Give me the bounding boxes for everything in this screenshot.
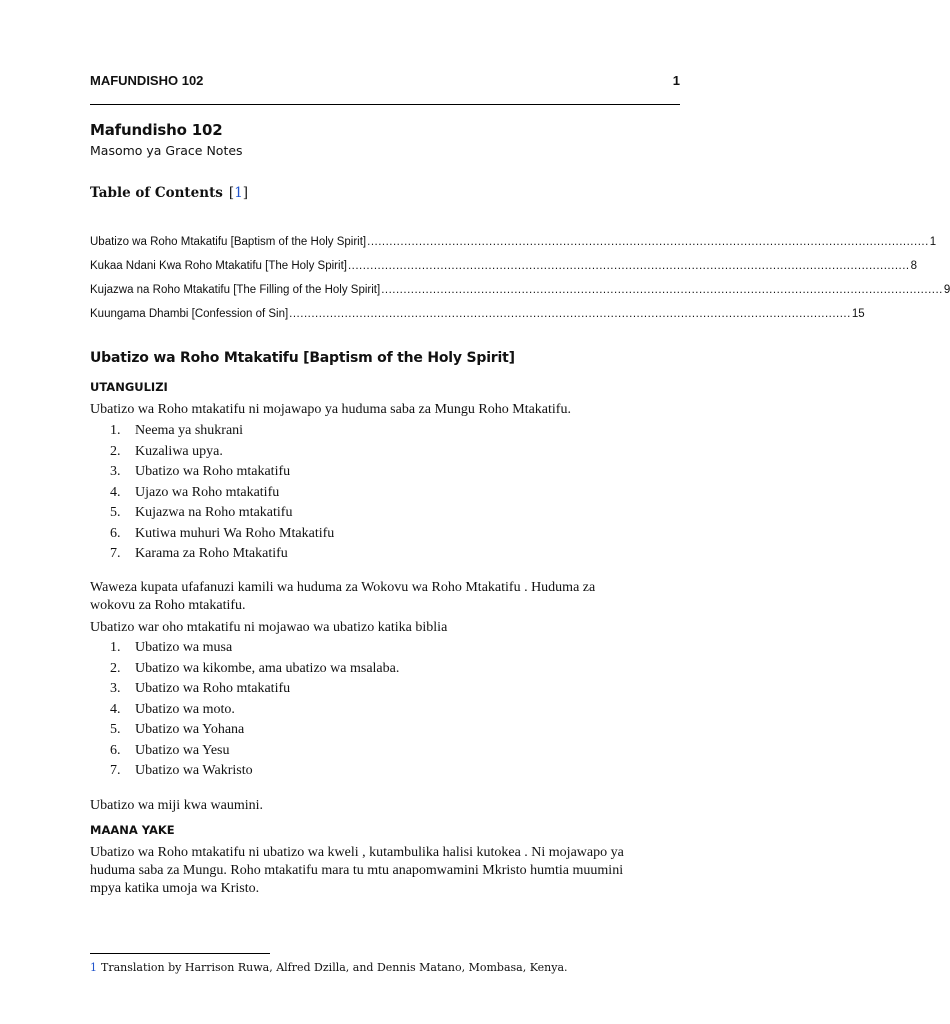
footnote <box>90 961 568 974</box>
footnote-text: Translation by Harrison Ruwa, Alfred Dzilla, and Dennis Matano, Mombasa, Kenya. <box>101 961 568 974</box>
list-item-text: Ujazo wa Roho mtakatifu <box>135 484 280 500</box>
document-subtitle: Masomo ya Grace Notes <box>90 143 243 158</box>
list-item: 6. Ubatizo wa Yesu <box>110 741 399 762</box>
list-item-text: Ubatizo wa Roho mtakatifu <box>135 464 291 479</box>
toc-heading-text: Table of Contents <box>90 185 223 201</box>
baptisms-list <box>110 638 399 782</box>
toc-entry[interactable] <box>90 254 918 278</box>
subheading-utangulizi: UTANGULIZI <box>90 380 168 394</box>
table-of-contents <box>90 230 950 326</box>
toc-entry-page[interactable]: 15 <box>851 308 865 320</box>
toc-entry[interactable] <box>90 278 950 302</box>
footnote-rule <box>90 953 270 954</box>
list-item-text: Karama za Roho Mtakatifu <box>135 546 288 561</box>
paragraph-huduma <box>90 579 660 615</box>
list-item-text: Neema ya shukrani <box>135 423 244 438</box>
toc-entry[interactable] <box>90 230 937 254</box>
list-item: 4. Ubatizo wa moto. <box>110 700 399 721</box>
list-item: 3. Ubatizo wa Roho mtakatifu <box>110 679 399 700</box>
toc-footnote-number[interactable]: 1 <box>234 185 243 201</box>
paragraph-maana <box>90 844 670 898</box>
list-item-text: Ubatizo wa kikombe, ama ubatizo wa msalaba. <box>135 660 400 676</box>
list-item: 1. Ubatizo wa musa <box>110 638 399 659</box>
page-number: 1 <box>672 72 680 88</box>
list-item: 1. Neema ya shukrani <box>110 421 334 442</box>
list-item-text: Ubatizo wa Yohana <box>135 722 245 737</box>
list-item: 2. Kuzaliwa upya. <box>110 442 334 463</box>
list-item-text: Kujazwa na Roho mtakatifu <box>135 505 293 520</box>
list-item-text: Ubatizo wa Roho mtakatifu <box>135 681 291 696</box>
services-list <box>110 421 334 565</box>
toc-entry[interactable] <box>90 302 865 326</box>
toc-leader-dots: ........................................................................................................................................................ <box>367 236 929 248</box>
footnote-number[interactable]: 1 <box>90 961 97 974</box>
list-item: 3. Ubatizo wa Roho mtakatifu <box>110 462 334 483</box>
intro-paragraph: Ubatizo wa Roho mtakatifu ni mojawapo ya huduma saba za Mungu Roho Mtakatifu. <box>90 402 571 417</box>
toc-entry-title[interactable]: Ubatizo wa Roho Mtakatifu [Baptism of the Holy Spirit] <box>90 236 367 248</box>
subheading-maana-yake: MAANA YAKE <box>90 823 175 837</box>
list-item: 5. Kujazwa na Roho mtakatifu <box>110 503 334 524</box>
list-item-text: Kuzaliwa upya. <box>135 443 223 459</box>
toc-footnote-ref[interactable]: [1] <box>228 185 249 201</box>
list-item: 5. Ubatizo wa Yohana <box>110 720 399 741</box>
toc-heading <box>90 185 248 201</box>
list-item-text: Ubatizo wa Wakristo <box>135 763 253 778</box>
paragraph-line: Waweza kupata ufafanuzi kamili wa huduma za Wokovu wa Roho Mtakatifu . Huduma za <box>90 580 596 595</box>
list-item-text: Kutiwa muhuri Wa Roho Mtakatifu <box>135 525 335 541</box>
toc-entry-page[interactable]: 9 <box>943 284 950 296</box>
list-item: 7. Karama za Roho Mtakatifu <box>110 544 334 565</box>
toc-leader-dots: ........................................................................................................................................................ <box>289 308 851 320</box>
list-item-text: Ubatizo wa Yesu <box>135 742 230 758</box>
toc-leader-dots: ........................................................................................................................................................ <box>347 260 910 272</box>
paragraph-line: huduma saba za Mungu. Roho mtakatifu mara tu mtu anapomwamini Mkristo humtia muumini <box>90 863 624 878</box>
paragraph-ubatizo-biblia: Ubatizo war oho mtakatifu ni mojawao wa ubatizo katika biblia <box>90 620 448 635</box>
toc-entry-title[interactable]: Kujazwa na Roho Mtakatifu [The Filling of the Holy Spirit] <box>90 284 381 296</box>
list-item: 6. Kutiwa muhuri Wa Roho Mtakatifu <box>110 524 334 545</box>
paragraph-miji: Ubatizo wa miji kwa waumini. <box>90 798 264 813</box>
document-title: Mafundisho 102 <box>90 121 223 139</box>
toc-entry-page[interactable]: 8 <box>910 260 918 272</box>
running-header-title: MAFUNDISHO 102 <box>90 72 204 88</box>
header-rule <box>90 104 680 105</box>
toc-leader-dots: ........................................................................................................................................................ <box>381 284 943 296</box>
list-item: 7. Ubatizo wa Wakristo <box>110 761 399 782</box>
paragraph-line: Ubatizo wa Roho mtakatifu ni ubatizo wa kweli , kutambulika halisi kutokea . Ni mojawapo ya <box>90 845 624 860</box>
section-heading: Ubatizo wa Roho Mtakatifu [Baptism of the Holy Spirit] <box>90 350 515 366</box>
toc-entry-title[interactable]: Kuungama Dhambi [Confession of Sin] <box>90 308 289 320</box>
list-item: 4. Ujazo wa Roho mtakatifu <box>110 483 334 504</box>
paragraph-line: wokovu za Roho mtakatifu. <box>90 598 246 613</box>
list-item-text: Ubatizo wa musa <box>135 640 233 655</box>
paragraph-line: mpya katika umoja wa Kristo. <box>90 881 260 896</box>
list-item: 2. Ubatizo wa kikombe, ama ubatizo wa msalaba. <box>110 659 399 680</box>
toc-entry-page[interactable]: 1 <box>929 236 937 248</box>
toc-entry-title[interactable]: Kukaa Ndani Kwa Roho Mtakatifu [The Holy Spirit] <box>90 260 347 272</box>
list-item-text: Ubatizo wa moto. <box>135 701 235 717</box>
running-header <box>90 70 680 90</box>
